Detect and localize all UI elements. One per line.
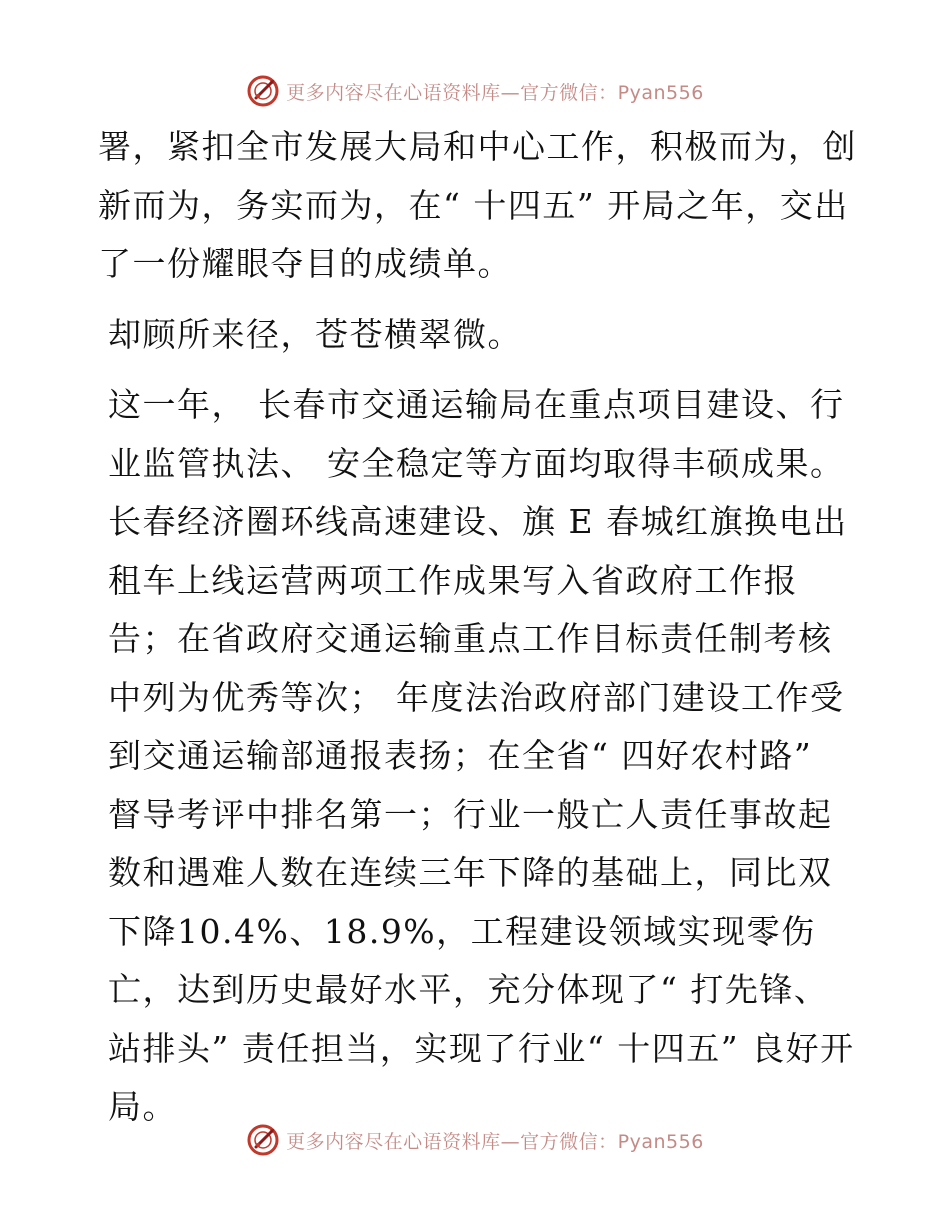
paragraph-2: 却顾所来径，苍苍横翠微。: [108, 314, 522, 354]
watermark-text: 更多内容尽在心语资料库—官方微信：Pyan556: [286, 1130, 704, 1153]
body-text: [98, 118, 858, 1137]
paragraph-3: 这一年， 长春市交通运输局在重点项目建设、行业监管执法、 安全稳定等方面均取得丰硕成果。长春经济圈环线高速建设、旗 E 春城红旗换电出租车上线运营两项工作成果写入省政府工作报告；在省政府交通运输重点工作目标责任制考核中列为优秀等次； 年度法治政府部门建设工作受到交通运输部通报表扬；在全省“ 四好农村路” 督导考评中排名第一；行业一般亡人责任事故起数和遇难人数在连续三年下降的基础上，同比双下降10.4%、18.9%，工程建设领域实现零伤亡，达到历史最好水平，充分体现了“ 打先锋、站排头” 责任担当，实现了行业“ 十四五” 良好开局。: [108, 385, 855, 1126]
brand-logo-icon: [246, 74, 280, 108]
footer-watermark: [0, 1120, 950, 1160]
header-watermark: [0, 71, 950, 111]
watermark-text: 更多内容尽在心语资料库—官方微信：Pyan556: [286, 81, 704, 104]
paragraph-1: 署，紧扣全市发展大局和中心工作，积极而为，创新而为，务实而为，在“ 十四五” 开局之年，交出了一份耀眼夺目的成绩单。: [98, 127, 857, 283]
brand-logo-icon: [246, 1123, 280, 1157]
